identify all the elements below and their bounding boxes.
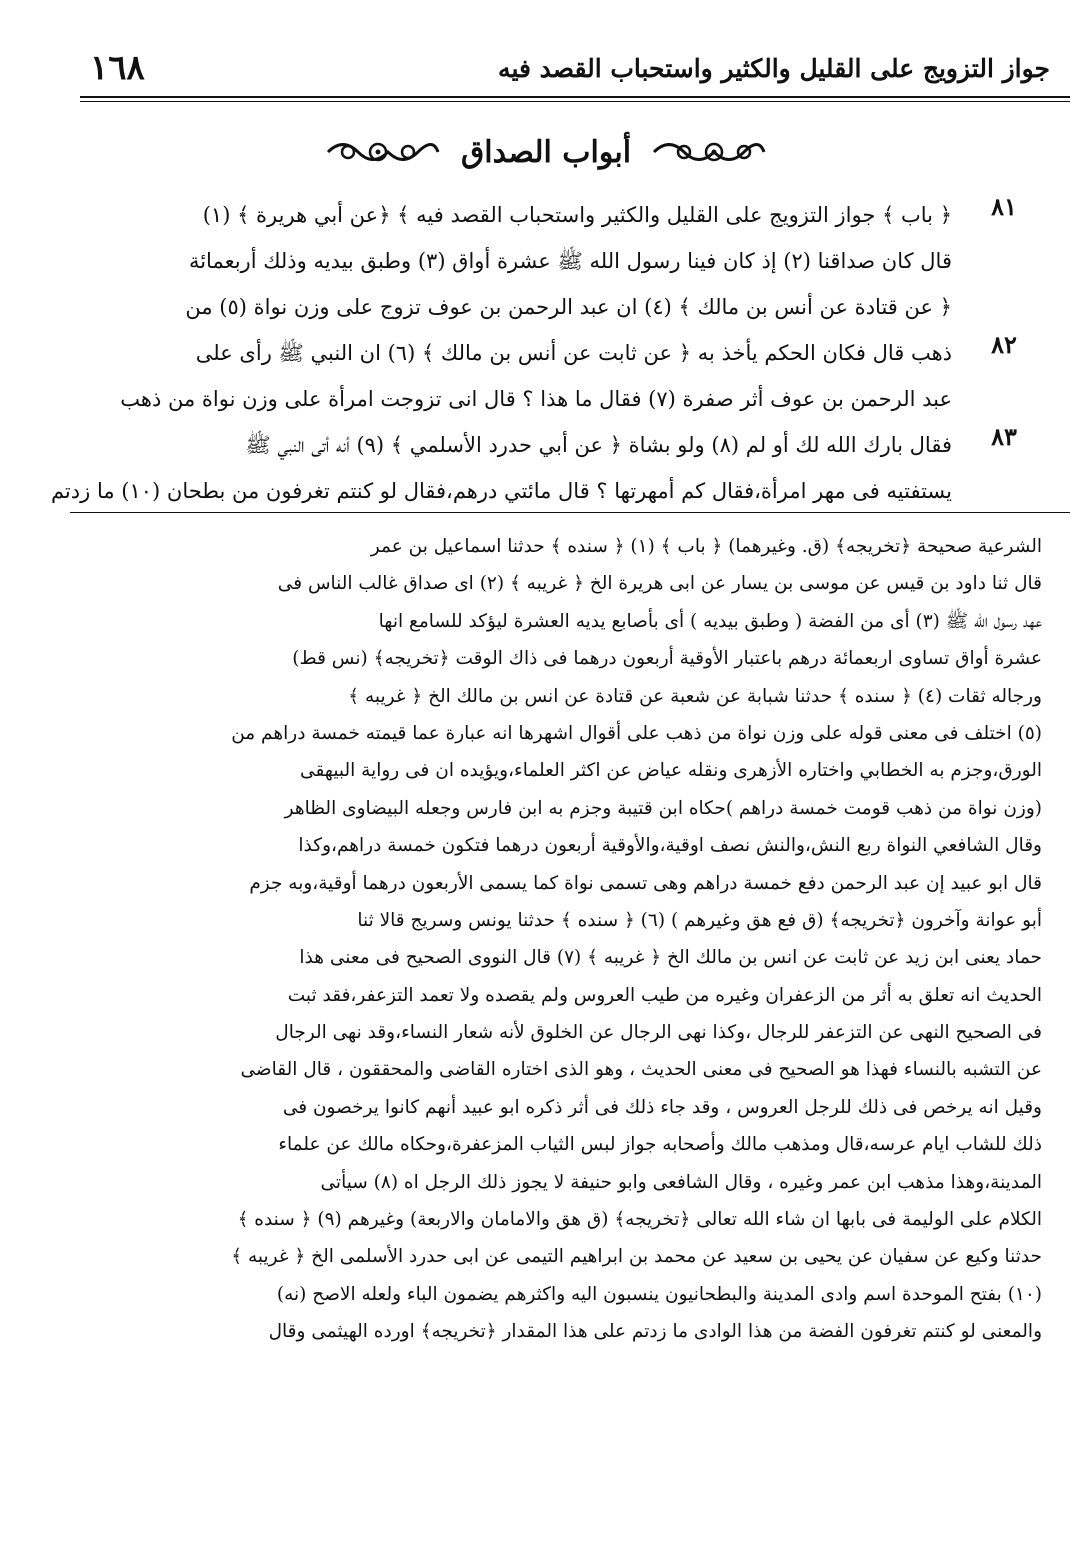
running-head: جواز التزويج على القليل والكثير واستحباب القصد فيه: [498, 53, 1050, 83]
header-rule: [80, 96, 1070, 102]
note-line: (١٠) بفتح الموحدة اسم وادى المدينة والبطحانيون ينسبون اليه واكثرهم يضمون الباء ولعله الاصح (نه): [276, 1283, 1042, 1305]
note-line: حدثنا وكيع عن سفيان عن يحيى بن سعيد عن محمد بن ابراهيم التيمى عن ابى حدرد الأسلمى الخ ﴿ غريبه ﴾: [231, 1246, 1042, 1268]
note-line: وقال الشافعي النواة ربع النش،والنش نصف اوقية،والأوقية أربعون درهما فتكون خمسة دراهم،وكذا: [298, 835, 1042, 857]
page-number: ١٦٨: [90, 48, 145, 88]
page-header: [90, 42, 1050, 94]
ornament-left-icon: [649, 132, 769, 172]
note-line: (٥) اختلف فى معنى قوله على وزن نواة من ذهب على أقوال اشهرها انه عبارة عما قيمته خمسة دراهم من: [231, 722, 1042, 744]
note-line: عن التشبه بالنساء فهذا هو الصحيح فى معنى الحديث ، وهو الذى اختاره القاضى والمحققون ، قال القاضى: [240, 1059, 1042, 1081]
note-line: (وزن نواة من ذهب قومت خمسة دراهم )حكاه ابن قتيبة وجزم به ابن فارس وجعله البيضاوى الظاهر: [284, 797, 1042, 819]
hadith-number: ٨٢: [991, 330, 1017, 359]
hadith-number: ٨١: [991, 192, 1017, 221]
note-line: المدينة،وهذا مذهب ابن عمر وغيره ، وقال الشافعى وابو حنيفة لا يجوز ذلك الرجل اه (٨) سيأتى: [320, 1171, 1042, 1193]
main-text: [50, 192, 1017, 514]
note-line: عشرة أواق تساوى اربعمائة درهم باعتبار الأوقية أربعون درهما فى ذاك الوقت ﴿تخريجه﴾ (نس قط): [292, 648, 1042, 670]
note-line: ذلك للشاب ايام عرسه،قال ومذهب مالك وأصحابه جواز لبس الثياب المزعفرة،وحكاه مالك عن علماء: [278, 1134, 1042, 1156]
footnote-divider: [70, 512, 1070, 513]
note-line: الكلام على الوليمة فى بابها ان شاء الله تعالى ﴿تخريجه﴾ (ق هق والامامان والاربعة) وغيرهم (٩) ﴿ سنده ﴾: [237, 1209, 1042, 1231]
chapter-title: [0, 122, 1092, 182]
note-line: وقيل انه يرخص فى ذلك للرجل العروس ، وقد جاء ذلك فى أثر ذكره ابو عبيد أنهم كانوا يرخصون فى: [282, 1096, 1042, 1118]
note-line: عهد رسول الله ﷺ (٣) أى من الفضة ( وطبق بيديه ) أى بأصابع يديه العشرة ليؤكد للسامع انها: [378, 610, 1042, 632]
note-line: ورجاله ثقات (٤) ﴿ سنده ﴾ حدثنا شبابة عن شعبة عن قتادة عن انس بن مالك الخ ﴿ غريبه ﴾: [348, 685, 1042, 707]
main-line: يستفتيه فى مهر امرأة،فقال كم أمهرتها ؟ قال مائتي درهم،فقال لو كنتم تغرفون من بطحان (١٠) ما زدتم: [50, 479, 952, 503]
note-line: أبو عوانة وآخرون ﴿تخريجه﴾ (ق فع هق وغيرهم ) (٦) ﴿ سنده ﴾ حدثنا يونس وسريج قالا ثنا: [357, 909, 1042, 931]
note-line: والمعنى لو كنتم تغرفون الفضة من هذا الوادى ما زدتم على هذا المقدار ﴿تخريجه﴾ اورده الهيثمى وقال: [268, 1321, 1042, 1343]
main-line: قال كان صداقنا (٢) إذ كان فينا رسول الله ﷺ عشرة أواق (٣) وطبق بيديه وذلك أربعمائة: [188, 249, 952, 273]
main-line: عبد الرحمن بن عوف أثر صفرة (٧) فقال ما هذا ؟ قال انى تزوجت امرأة على وزن نواة من ذهب: [120, 387, 952, 411]
main-line: ﴿ عن قتادة عن أنس بن مالك ﴾ (٤) ان عبد الرحمن بن عوف تزوج على وزن نواة (٥) من: [185, 295, 952, 319]
note-line: فى الصحيح النهى عن التزعفر للرجال ،وكذا نهى الرجال عن الخلوق لأنه شعار النساء،وقد نهى الرجال: [275, 1022, 1042, 1044]
note-line: قال ثنا داود بن قيس عن موسى بن يسار عن ابى هريرة الخ ﴿ غريبه ﴾ (٢) اى صداق غالب الناس فى: [277, 573, 1042, 595]
note-line: حماد يعنى ابن زيد عن ثابت عن انس بن مالك الخ ﴿ غريبه ﴾ (٧) قال النووى الصحيح فى معنى هذا: [299, 947, 1042, 969]
main-line: ذهب قال فكان الحكم يأخذ به ﴿ عن ثابت عن أنس بن مالك ﴾ (٦) ان النبي ﷺ رأى على: [195, 341, 952, 365]
hadith-number: ٨٣: [991, 422, 1017, 451]
main-line: فقال بارك الله لك أو لم (٨) ولو بشاة ﴿ عن أبي حدرد الأسلمي ﴾ (٩) أنه أتى النبي ﷺ: [245, 433, 952, 457]
commentary-notes: [72, 528, 1042, 1351]
note-line: الحديث انه تعلق به أثر من الزعفران وغيره من طيب العروس ولم يقصده ولا تعمد التزعفر،فقد ثبت: [287, 984, 1042, 1006]
ornament-right-icon: [323, 132, 443, 172]
note-line: الورق،وجزم به الخطابي واختاره الأزهرى ونقله عياض عن اكثر العلماء،ويؤيده ان فى رواية البيهقى: [300, 760, 1042, 782]
note-line: الشرعية صحيحة ﴿تخريجه﴾ (ق. وغيرهما) ﴿ باب ﴾ (١) ﴿ سنده ﴾ حدثنا اسماعيل بن عمر: [370, 536, 1042, 557]
note-line: قال ابو عبيد إن عبد الرحمن دفع خمسة دراهم وهى تسمى نواة كما يسمى الأربعون درهما أوقية،وبه جزم: [249, 872, 1042, 894]
main-line: ﴿ باب ﴾ جواز التزويج على القليل والكثير واستحباب القصد فيه ﴾ ﴿عن أبي هريرة ﴾ (١): [202, 203, 952, 227]
chapter-title-text: أبواب الصداق: [460, 134, 632, 170]
